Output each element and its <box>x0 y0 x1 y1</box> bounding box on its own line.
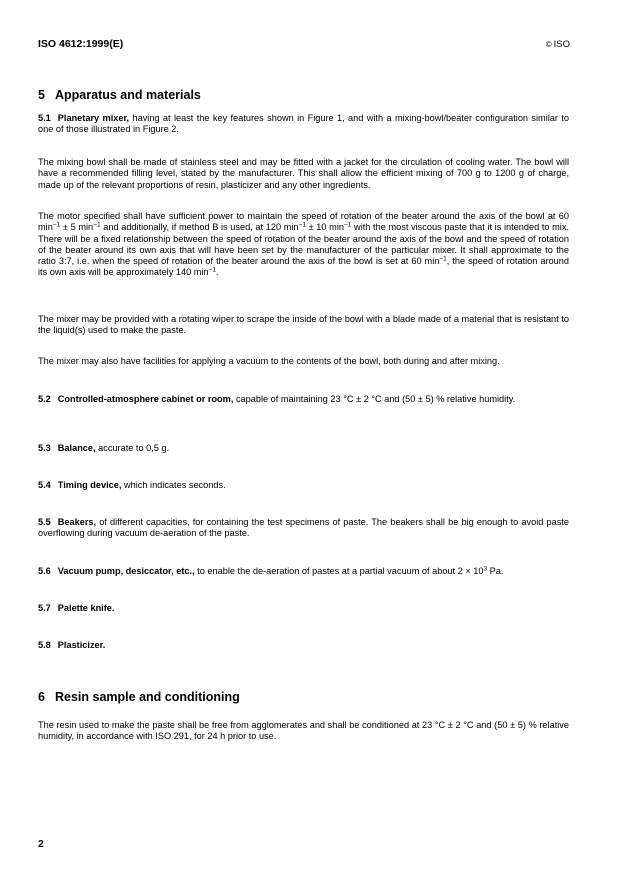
section-5-heading <box>38 88 201 102</box>
clause-text: which indicates seconds. <box>121 480 226 490</box>
clause-5-5 <box>38 517 569 540</box>
clause-5-3 <box>38 443 569 454</box>
clause-text: to enable the de-aeration of pastes at a partial vacuum of about 2 × 10 <box>194 566 484 576</box>
page-number: 2 <box>38 838 44 850</box>
motor-text-e: with the most viscous paste that it is intended to mix. There will be a fixed relationship between the speed of rotation of the beater around the axis of the bowl and the speed of rotation of the beater around its own axis that will have been set by the manufacturer of the particular mixer. It shall approximate to the ratio 3:7, i.e. when the speed of rotation of the beater around the axis of the bowl is set at 60 min <box>38 222 569 267</box>
motor-text-g: . <box>215 267 219 278</box>
motor-text-f: , the speed of rotation around its own axis will be approximately 140 min <box>38 256 569 278</box>
clause-5-1 <box>38 113 569 136</box>
clause-number: 5.8 <box>38 640 51 650</box>
motor-text-b: ± 5 min <box>60 222 94 233</box>
clause-text: capable of maintaining 23 °C ± 2 °C and (50 ± 5) % relative humidity. <box>233 394 516 404</box>
clause-term: Palette knife. <box>57 603 115 613</box>
paragraph-motor <box>38 211 569 279</box>
clause-5-2 <box>38 394 569 405</box>
clause-text-tail: Pa. <box>487 566 504 576</box>
clause-term: Planetary mixer, <box>57 113 130 123</box>
section-6-number: 6 <box>38 690 45 704</box>
clause-term: Controlled-atmosphere cabinet or room, <box>57 394 234 404</box>
clause-term: Beakers, <box>57 517 97 527</box>
clause-term: Plasticizer. <box>57 640 106 650</box>
section-5-number: 5 <box>38 88 45 102</box>
clause-term: Vacuum pump, desiccator, etc., <box>57 566 195 576</box>
exponent: −1 <box>208 266 216 274</box>
copyright-notice <box>546 39 570 50</box>
clause-5-8 <box>38 640 569 651</box>
exponent: −1 <box>439 255 447 263</box>
clause-number: 5.5 <box>38 517 51 527</box>
paragraph-resin-sample: The resin used to make the paste shall be free from agglomerates and shall be conditioned at 23 °C ± 2 °C and (50 ± 5) % relative humidity, in accordance with ISO 291, for 24 h prior to use. <box>38 720 569 742</box>
section-5-title: Apparatus and materials <box>55 88 201 102</box>
clause-number: 5.1 <box>38 113 51 123</box>
paragraph-wiper: The mixer may be provided with a rotating wiper to scrape the inside of the bowl with a blade made of a material that is resistant to the liquid(s) used to make the paste. <box>38 314 569 336</box>
clause-text: having at least the key features shown in Figure 1, and with a mixing-bowl/beater configuration similar to one of those illustrated in Figure 2. <box>38 113 569 135</box>
clause-5-6 <box>38 566 569 577</box>
exponent: 3 <box>483 565 488 573</box>
paragraph-vacuum: The mixer may also have facilities for applying a vacuum to the contents of the bowl, both during and after mixing. <box>38 356 500 366</box>
clause-number: 5.4 <box>38 480 51 490</box>
clause-number: 5.3 <box>38 443 51 453</box>
clause-text: accurate to 0,5 g. <box>95 443 170 453</box>
clause-term: Timing device, <box>57 480 122 490</box>
clause-text: of different capacities, for containing the test specimens of paste. The beakers shall be big enough to avoid paste overflowing during vacuum de-aeration of the paste. <box>38 517 569 539</box>
motor-text-a: The motor specified shall have sufficient power to maintain the speed of rotation of the beater around the axis of the bowl at 60 min <box>38 211 569 233</box>
clause-5-4 <box>38 480 569 491</box>
motor-text-d: ± 10 min <box>305 222 344 233</box>
section-6-heading <box>38 690 240 704</box>
paragraph-mixing-bowl: The mixing bowl shall be made of stainless steel and may be fitted with a jacket for the circulation of cooling water. The bowl will have a recommended filling level, stated by the manufacturer. This shall allow the efficient mixing of 700 g to 1200 g of charge, made up of the relevant proportions of resin, plasticizer and any other ingredients. <box>38 157 569 190</box>
clause-number: 5.6 <box>38 566 51 576</box>
clause-number: 5.7 <box>38 603 51 613</box>
exponent: −1 <box>52 221 61 229</box>
copyright-holder: ISO <box>553 39 570 50</box>
clause-5-7 <box>38 603 569 614</box>
clause-number: 5.2 <box>38 394 51 404</box>
exponent: −1 <box>93 221 101 229</box>
exponent: −1 <box>298 221 306 229</box>
section-6-title: Resin sample and conditioning <box>55 690 240 704</box>
document-id: ISO 4612:1999(E) <box>38 38 124 50</box>
motor-text-c: and additionally, if method B is used, at 120 min <box>100 222 299 233</box>
exponent: −1 <box>343 221 352 229</box>
copyright-symbol: © <box>545 40 552 49</box>
clause-term: Balance, <box>57 443 96 453</box>
